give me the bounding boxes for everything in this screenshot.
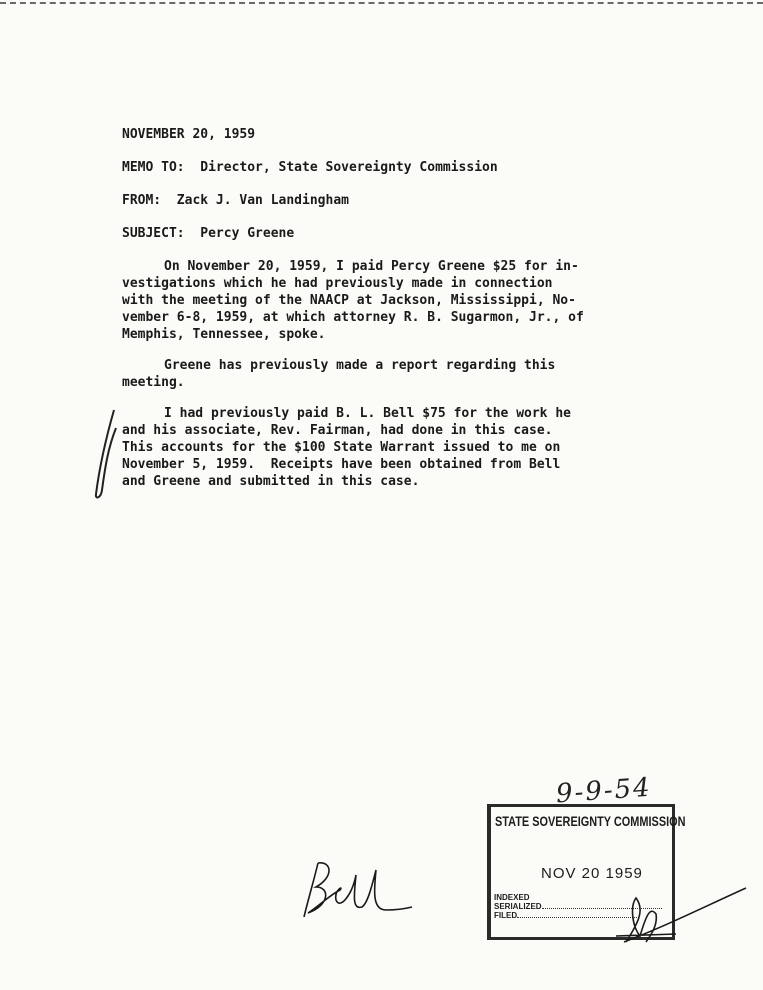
memo-body: [122, 126, 662, 504]
memo-paragraph-1: [122, 258, 662, 343]
paragraph-line: with the meeting of the NAACP at Jackson, Mississippi, No-: [122, 293, 576, 308]
stamp-date: NOV 20 1959: [541, 865, 643, 882]
paragraph-line: November 5, 1959. Receipts have been obtained from Bell: [122, 457, 561, 472]
stamp-title: STATE SOVEREIGNTY COMMISSION: [495, 813, 686, 829]
paragraph-line: I had previously paid B. L. Bell $75 for the work he: [164, 406, 571, 421]
paragraph-line: This accounts for the $100 State Warrant issued to me on: [122, 440, 561, 455]
handwritten-date: 9-9-54: [555, 772, 653, 810]
paragraph-line: On November 20, 1959, I paid Percy Greene $25 for in-: [164, 259, 579, 274]
memo-subject: SUBJECT: Percy Greene: [122, 226, 295, 241]
paragraph-line: Greene has previously made a report regarding this: [164, 358, 556, 373]
memo-paragraph-2: [122, 357, 662, 391]
memo-to: MEMO TO: Director, State Sovereignty Commission: [122, 160, 498, 175]
memo-from: FROM: Zack J. Van Landingham: [122, 193, 349, 208]
paragraph-line: vestigations which he had previously made in connection: [122, 276, 553, 291]
stamp-field-indexed: INDEXED: [494, 893, 530, 902]
bell-signature: [300, 855, 420, 925]
memo-date: NOVEMBER 20, 1959: [122, 127, 256, 142]
paragraph-line: and Greene and submitted in this case.: [122, 474, 420, 489]
stamp-field-serialized: SERIALIZED: [494, 902, 542, 911]
paragraph-line: vember 6-8, 1959, at which attorney R. B. Sugarmon, Jr., of: [122, 310, 584, 325]
paragraph-line: and his associate, Rev. Fairman, had done in this case.: [122, 423, 553, 438]
stamp-initials-scrawl: [606, 886, 751, 948]
memo-paragraph-3: [122, 405, 662, 490]
paragraph-line: Memphis, Tennessee, spoke.: [122, 327, 326, 342]
page-top-edge: [0, 2, 763, 4]
stamp-field-filed: FILED: [494, 911, 518, 920]
paragraph-line: meeting.: [122, 375, 185, 390]
margin-check-mark: [92, 408, 122, 500]
